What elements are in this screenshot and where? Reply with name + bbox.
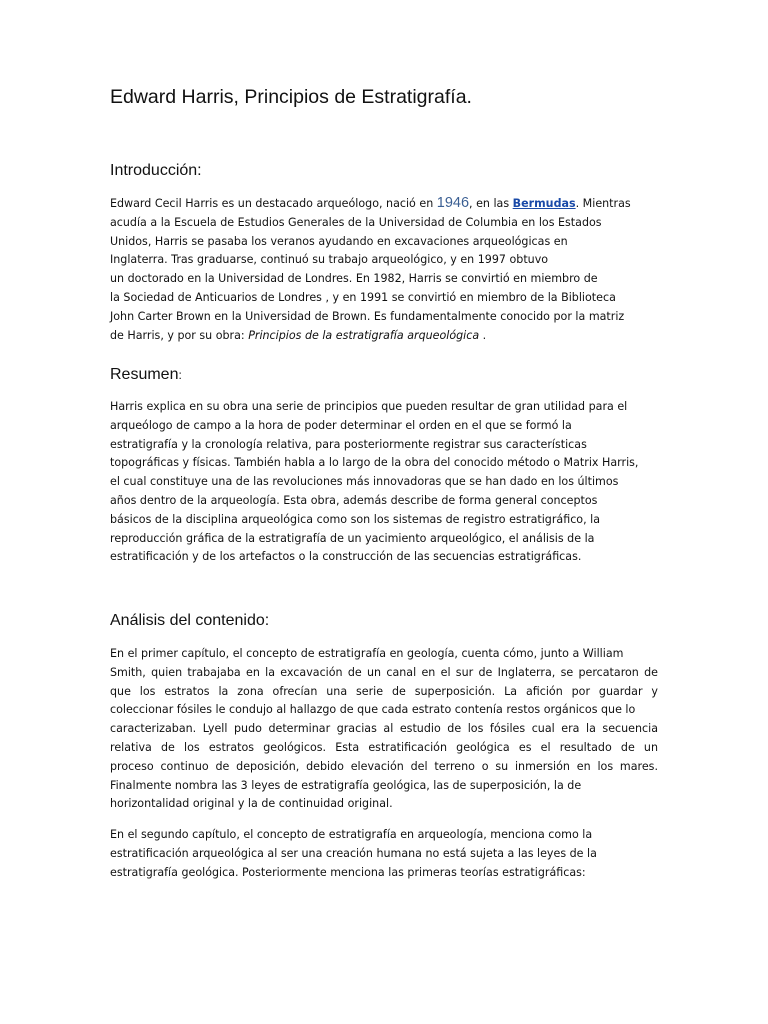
intro-line: Inglaterra. Tras graduarse, continuó su trabajo arqueológico, y en 1997 obtuvo xyxy=(110,253,549,267)
intro-line: acudía a la Escuela de Estudios Generales de la Universidad de Columbia en los Estados xyxy=(110,215,602,229)
intro-last-text: de Harris, y por su obra: xyxy=(110,328,249,342)
resumen-line: básicos de la disciplina arqueológica como son los sistemas de registro estratigráfico, la xyxy=(110,512,601,526)
analisis-line: que los estratos la zona ofrecían una serie de superposición. La afición por guardar y xyxy=(110,684,658,698)
analisis-line: En el primer capítulo, el concepto de estratigrafía en geología, cuenta cómo, junto a William xyxy=(110,647,624,660)
intro-line: un doctorado en la Universidad de Londres. En 1982, Harris se convirtió en miembro de xyxy=(110,272,598,286)
analisis-line: Finalmente nombra las 3 leyes de estratigrafía geológica, las de superposición, la de xyxy=(110,778,582,792)
intro-line: John Carter Brown en la Universidad de Brown. Es fundamentalmente conocido por la matriz xyxy=(110,309,625,323)
analisis-line: En el segundo capítulo, el concepto de estratigrafía en arqueología, menciona como la xyxy=(110,828,593,841)
analisis-line: estratigrafía geológica. Posteriormente menciona las primeras teorías estratigráficas: xyxy=(110,865,586,879)
intro-last-end: . xyxy=(479,328,487,342)
resumen-line: años dentro de la arqueología. Esta obra, además describe de forma general conceptos xyxy=(110,493,598,507)
birth-year: 1946 xyxy=(436,195,470,211)
analisis-line: estratificación arqueológica al ser una creación humana no está sujeta a las leyes de la xyxy=(110,846,597,860)
intro-line: la Sociedad de Anticuarios de Londres , y en 1991 se convirtió en miembro de la Biblioteca xyxy=(110,290,616,304)
intro-last-line xyxy=(110,327,658,346)
resumen-heading-colon: : xyxy=(178,368,182,382)
analisis-line: coleccionar fósiles le condujo al hallazgo de que cada estrato contenía restos orgánicos que lo xyxy=(110,703,636,717)
resumen-line: Harris explica en su obra una serie de principios que pueden resultar de gran utilidad para el xyxy=(110,400,628,413)
resumen-paragraph xyxy=(110,398,658,567)
resumen-line: arqueólogo de campo a la hora de poder determinar el orden en el que se formó la xyxy=(110,418,572,432)
book-title: Principios de la estratigrafía arqueológica xyxy=(248,328,480,342)
analisis-line: caracterizaban. Lyell pudo determinar gracias al estudio de los fósiles cual era la secuencia xyxy=(110,722,658,736)
resumen-line: el cual constituye una de las revoluciones más innovadoras que se han dado en los últimos xyxy=(110,475,619,489)
intro-line: Unidos, Harris se pasaba los veranos ayudando en excavaciones arqueológicas en xyxy=(110,234,568,248)
resumen-heading-text: Resumen xyxy=(110,366,179,383)
bermudas-link[interactable]: Bermudas xyxy=(512,197,576,210)
intro-line-1 xyxy=(110,194,658,214)
resumen-heading xyxy=(110,366,670,384)
intro-paragraph xyxy=(110,194,658,345)
analisis-line: relativa de los estratos geológicos. Esta estratificación geológica es el resultado de un xyxy=(110,740,658,754)
analisis-paragraph-1 xyxy=(110,645,658,814)
resumen-line: topográficas y físicas. También habla a lo largo de la obra del conocido método o Matrix Harris, xyxy=(110,456,639,470)
intro-heading: Introducción: xyxy=(110,162,202,179)
analisis-heading: Análisis del contenido: xyxy=(110,612,270,629)
document-title: Edward Harris, Principios de Estratigrafía. xyxy=(110,86,472,108)
resumen-line: reproducción gráfica de la estratigrafía de un yacimiento arqueológico, el análisis de la xyxy=(110,531,595,545)
analisis-paragraph-2 xyxy=(110,826,658,882)
analisis-line: horizontalidad original y la de continuidad original. xyxy=(110,797,393,811)
intro-text-c: . Mientras xyxy=(575,197,631,210)
resumen-line: estratificación y de los artefactos o la construcción de las secuencias estratigráficas. xyxy=(110,550,582,564)
analisis-line: proceso continuo de deposición, debido elevación del terreno o su inmersión en los mares. xyxy=(110,759,658,773)
resumen-line: estratigrafía y la cronología relativa, para posteriormente registrar sus características xyxy=(110,437,587,451)
intro-text-a: Edward Cecil Harris es un destacado arqueólogo, nació en xyxy=(110,197,437,210)
intro-text-b: , en las xyxy=(469,197,513,210)
analisis-line: Smith, quien trabajaba en la excavación de un canal en el sur de Inglaterra, se percataron de xyxy=(110,665,658,679)
